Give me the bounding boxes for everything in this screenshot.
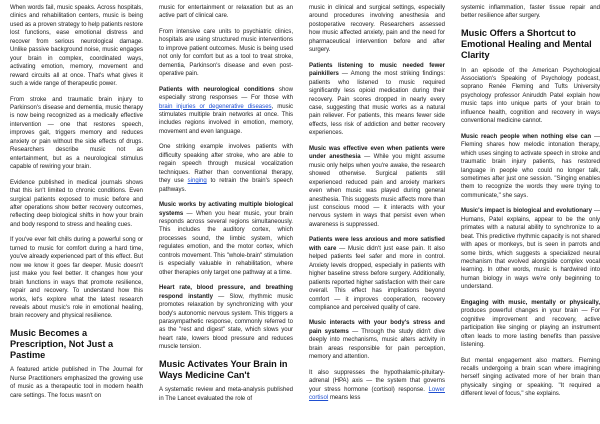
section-heading: Music Becomes a Prescription, Not Just a Pastime (10, 327, 114, 361)
bullet-text: — Humans, Patel explains, appear to be the only primates with a natural ability to synchronize to a beat. This predictive rhythmic capacity is not shared with apes or monkeys, but is seen in parrots and some birds, which suggests a specialized neural mechanism that evolved alongside complex vocal learning. In other words, music is hardwired into human biology in ways we're only beginning to understand. (461, 208, 600, 291)
paragraph: music in clinical and surgical settings, especially around procedures involving anesthesia and postoperative recovery. Researchers assessed how music affected anxiety, pain and the need for pharmaceutical intervention before and after surgery. (309, 5, 445, 54)
bullet-item (309, 62, 445, 138)
section-heading: Music Offers a Shortcut to Emotional Healing and Mental Clarity (461, 27, 592, 61)
singing-link[interactable]: singing (187, 178, 207, 185)
paragraph-text: It also suppresses the hypothalamic-pituitary-adrenal (HPA) axis — the system that governs your stress hormone (cortisol) response. (309, 369, 445, 393)
section-heading: Music Activates Your Brain in Ways Medicine Can't (159, 358, 288, 380)
bullet-item (461, 133, 600, 201)
paragraph: A systematic review and meta-analysis published in The Lancet evaluated the role of (159, 387, 293, 402)
bullet-text: — Through the study didn't dive deeply into mechanisms, music alters activity in brain areas responsible for pain perception, memory and attention. (309, 328, 445, 361)
bullet-lead: Patients listening to music needed fewer painkillers (309, 62, 445, 78)
paragraph: From intensive care units to psychiatric clinics, hospitals are using structured music interventions to improve patient outcomes. Music is being used not only for comfort but as a tool to treat stroke, dementia, Parkinson's disease and even post-operative pain. (159, 28, 293, 78)
bullet-item (309, 145, 445, 230)
paragraph: From stroke and traumatic brain injury to Parkinson's disease and dementia, music therapy is now being recognized as a medically effective intervention — one that restores speech, improves gait, triggers memory and reduces anxiety or pain without the side effects of drugs. Researchers describe music not as entertainment, but as a neurological stimulus capable of rewiring your brain. (10, 96, 143, 171)
bullet-item (461, 207, 600, 292)
column-4 (461, 4, 600, 418)
bullet-lead: Patients were less anxious and more satisfied with care (309, 237, 445, 252)
bullet-text: — When you hear music, your brain responds across several regions simultaneously. This includes the auditory cortex, which processes sound, the limbic system, which regulates emotion, and the motor cortex, which controls movement. This "whole-brain" stimulation is especially valuable in rehabilitation, where other therapies only target one pathway at a time. (159, 210, 293, 276)
paragraph-text: One striking example involves patients with difficulty speaking after stroke, who are able to regain speech through musical vocalization techniques. Rather than conventional therapy, they use (159, 144, 293, 185)
bullet-text: show especially strong responses — For those with (159, 86, 293, 102)
bullet-item (309, 236, 445, 312)
bullet-lead: Heart rate, blood pressure, and breathing respond instantly (159, 285, 293, 300)
bullet-text: produces powerful changes in your brain — For cognitive improvement and recovery, active participation like singing or playing an instrument often leads to more lasting benefits than passive listening. (461, 308, 600, 349)
paragraph (159, 143, 293, 194)
column-1 (10, 4, 143, 418)
bullet-lead: Music reach people when nothing else can (461, 133, 592, 140)
paragraph-text: means less (328, 395, 361, 402)
intro-paragraph: When words fail, music speaks. Across hospitals, clinics and rehabilitation centers, music is being used as a proven strategy to help patients restore lost functions, ease emotional distress and recover from serious neurological damage. Unlike passive background noise, music engages your brain in complex, coordinated ways, activating emotion, memory, movement and reward circuits all at once. That's what gives it such a wide range of therapeutic power. (10, 5, 143, 88)
bullet-item (159, 86, 293, 137)
bullet-item (309, 319, 445, 361)
bullet-item (461, 299, 600, 350)
bullet-item (159, 284, 293, 352)
paragraph: But mental engagement also matters. Fleming recalls undergoing a brain scan where imagining herself singing activated more of her brain than physically singing or speaking. "It required a different level of focus," she explains. (461, 357, 600, 398)
bullet-lead: Music interacts with your body's stress and pain systems (309, 320, 445, 335)
column-2 (159, 4, 293, 418)
paragraph: If you've ever felt chills during a powerful song or turned to music for comfort during a hard time, you've already experienced part of this effect. But now we know it goes far deeper. Music doesn't just make you feel better. It changes how your brain functions in ways that promote resilience, repair and recovery. To understand how this works, let's explore what the latest research reveals about music's role in emotional healing, brain recovery and physical resilience. (10, 237, 143, 320)
brain-injuries-link[interactable]: brain injuries or degenerative diseases (159, 103, 272, 110)
bullet-text: — While you might assume music only helps when you're awake, the research showed otherwise. Surgical patients still experienced reduced pain and anxiety markers even when music was played during general anesthesia. This suggests music affects more than just conscious mood — it interacts with your nervous system in ways that persist even when awareness is suppressed. (309, 154, 445, 228)
bullet-lead: Music's impact is biological and evolutionary (461, 208, 593, 215)
bullet-lead: Engaging with music, mentally or physically, (461, 299, 600, 306)
paragraph: A featured article published in The Journal for Nurse Practitioners emphasized the growing use of music as a therapeutic tool in modern health care settings. The focus wasn't on (10, 367, 143, 399)
bullet-text: — Slow, rhythmic music promotes relaxation by synchronizing with your body's autonomic nervous system. This triggers a parasympathetic response, commonly referred to as the "rest and digest" state, which slows your heart rate, lowers blood pressure and reduces muscle tension. (159, 293, 293, 351)
bullet-text: — Music didn't just ease pain. It also helped patients feel safer and more in control. Anxiety levels dropped, especially in patients with higher baseline stress before surgery. Additionally, patients reported higher satisfaction with their care overall. This effect has implications beyond comfort — it improves cooperation, recovery compliance and perceived quality of care. (309, 245, 445, 311)
bullet-text: — Among the most striking findings: patients who listened to music required significantly less opioid medication during their recovery. Pain scores dropped in nearly every case, suggesting that music works as a natural pain reliever. For patients, this means fewer side effects, less risk of addiction and better recovery experiences. (309, 71, 445, 137)
bullet-item (159, 201, 293, 277)
paragraph-text: to retrain the brain's speech pathways. (159, 178, 293, 193)
paragraph: In an episode of the American Psychological Association's Speaking of Psychology podcast, soprano Renée Fleming and Tufts University psychology professor Aniruddh Patel explain how music taps into unique parts of your brain to influence health, cognition and recovery in ways conventional medicine cannot. (461, 67, 600, 125)
bullet-lead: Patients with neurological conditions (159, 86, 275, 93)
bullet-lead: Music was effective even when patients were under anesthesia (309, 145, 445, 161)
bullet-text: , music stimulates multiple brain networks at once. This includes regions involved in emotion, memory, movement and even language. (159, 103, 293, 135)
bullet-text: — Fleming shares how melodic intonation therapy, which uses singing to activate speech in stroke and traumatic brain injury patients, has restored language in people who could no longer talk, sometimes after just one session. "Singing enables them to recognize the words they were trying to communicate," she says. (461, 133, 600, 199)
lower-cortisol-link[interactable]: Lower cortisol (309, 386, 445, 402)
column-3 (309, 4, 445, 418)
paragraph (309, 369, 445, 403)
paragraph: music for entertainment or relaxation but as an active part of clinical care. (159, 5, 293, 20)
paragraph: Evidence published in medical journals shows that this isn't limited to chronic conditions. Even surgical patients exposed to music before and after operations show better recovery outcomes, reflecting deep biological shifts in how your brain and body respond to stress and healing cues. (10, 179, 143, 228)
bullet-lead: Music works by activating multiple biological systems (159, 202, 293, 217)
paragraph: systemic inflammation, faster tissue repair and better resilience after surgery. (461, 5, 600, 20)
